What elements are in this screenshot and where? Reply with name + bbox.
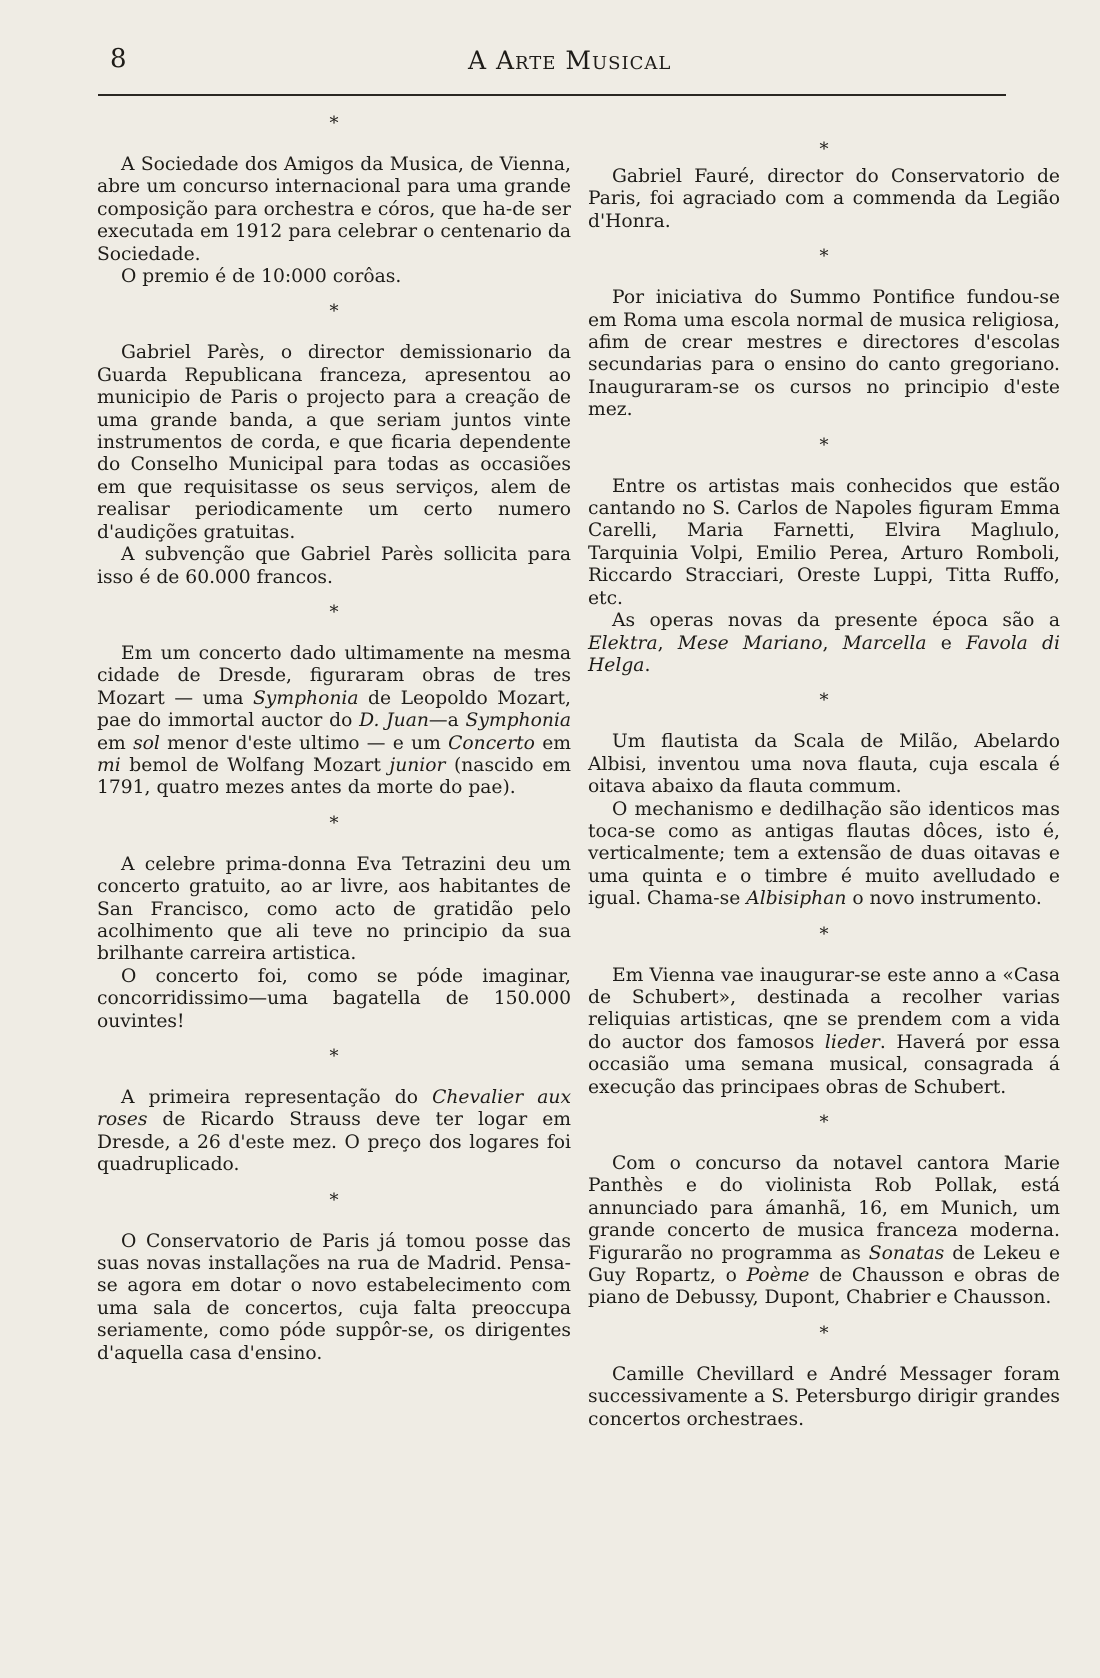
section-separator-star: *: [329, 812, 339, 834]
paragraph: A subvenção que Gabriel Parès sollicita para isso é de 60.000 francos.: [97, 544, 571, 588]
paragraph: Gabriel Parès, o director demissionario da Guarda Republicana franceza, apresentou ao municipio de Paris o projecto para a creação de uma grande banda, a que seriam juntos vinte instrumentos de corda, e que ficaria dependente do Conselho Municipal para todas as occasiões em que requisitasse os seus serviços, alem de realisar periodicamente um certo numero d'audições gratuitas.: [97, 342, 571, 543]
paragraph: O Conservatorio de Paris já tomou posse das suas novas installações na rua de Madrid. Pensa-se agora em dotar o novo estabelecimento com uma sala de concertos, cuja falta preoccupa seriamente, como póde suppôr-se, os dirigentes d'aquella casa d'ensino.: [97, 1230, 571, 1364]
section-separator-star: *: [819, 434, 829, 456]
news-item: [97, 112, 571, 288]
section-separator-star: *: [329, 1189, 339, 1211]
text: de Lekeu e Guy Ropartz, o: [588, 1242, 1060, 1287]
section-separator-star: *: [329, 1046, 339, 1067]
news-item: [97, 300, 571, 588]
paragraph: [588, 799, 1060, 911]
text: bemol de Wolfang Mozart: [120, 754, 390, 776]
news-item: [97, 812, 571, 1033]
key-name: mi: [97, 754, 121, 776]
section-separator-star: *: [329, 113, 339, 134]
news-item: [588, 1111, 1060, 1310]
text: o novo instrumento.: [846, 888, 1042, 910]
text: Em um concerto dado ultimamente na mesma cidade de Dresde, figuraram obras de tres Mozart — uma: [97, 642, 571, 709]
section-separator-star: *: [819, 246, 829, 268]
news-item: [588, 434, 1060, 678]
text: (nascido em 1791, quatro mezes antes da morte do pae).: [97, 754, 571, 799]
news-item: [97, 601, 571, 800]
left-column: [97, 112, 571, 1377]
paragraph: A Sociedade dos Amigos da Musica, de Vienna, abre um concurso internacional para uma grande composição para orchestra e córos, que ha-de ser executada em 1912 para celebrar o centenario da Sociedade.: [97, 154, 571, 265]
text: em: [534, 732, 571, 754]
opera-title: Mese Mariano: [677, 632, 823, 654]
news-item: [588, 689, 1060, 910]
section-separator-star: *: [819, 690, 829, 712]
paragraph: Entre os artistas mais conhecidos que estão cantando no S. Carlos de Napoles figuram Emma Carelli, Maria Farnetti, Elvira Maglıulo, Tarquinia Volpi, Emilio Perea, Arturo Romboli, Riccardo Stracciari, Oreste Luppi, Titta Ruffo, etc.: [588, 475, 1060, 609]
section-separator-star: *: [329, 601, 339, 623]
work-title: Poème: [746, 1265, 810, 1287]
opera-title: Elektra: [588, 632, 658, 654]
section-separator-star: *: [819, 1322, 829, 1344]
text: . Haverá por essa occasião uma semana musical, consagrada á execução das principaes obras de Schubert.: [588, 1031, 1061, 1098]
paragraph: O premio é de 10:000 corôas.: [121, 266, 402, 288]
text: em: [97, 732, 134, 754]
section-separator-star: *: [819, 923, 829, 945]
paragraph: [588, 610, 1060, 677]
text: —a: [428, 710, 466, 732]
work-title: Symphonia: [253, 687, 359, 709]
key-name: sol: [133, 732, 160, 754]
text: As operas novas da presente época são a: [612, 610, 1060, 632]
paragraph: Camille Chevillard e André Messager foram successivamente a S. Petersburgo dirigir grandes concertos orchestraes.: [588, 1363, 1060, 1430]
page-number: 8: [110, 44, 127, 74]
text: e: [926, 632, 967, 654]
news-item: [588, 138, 1060, 233]
news-item: [588, 923, 1060, 1099]
text: de Leopoldo Mozart, pae do immortal auctor do: [97, 687, 571, 732]
paragraph: O concerto foi, como se póde imaginar, concorridissimo—uma bagatella de 150.000 ouvintes!: [97, 965, 571, 1032]
section-separator-star: *: [819, 139, 829, 160]
paragraph: Gabriel Fauré, director do Conservatorio de Paris, foi agraciado com a commenda da Legião d'Honra.: [588, 166, 1060, 232]
work-title: Concerto: [448, 732, 535, 754]
paragraph: Por iniciativa do Summo Pontifice fundou-se em Roma uma escola normal de musica religiosa, afim de crear mestres e directores d'escolas secundarias para o ensino do canto gregoriano. Inauguraram-se os cursos no principio d'este mez.: [588, 287, 1060, 421]
work-title: Sonatas: [868, 1242, 945, 1264]
right-column: [588, 138, 1060, 1443]
text: O mechanismo e dedilhação são identicos mas toca-se como as antigas flautas dôces, isto é, verticalmente; tem a extensão de duas oitavas e uma quinta e o timbre é muito avelludado e igual. Chama-se: [588, 798, 1060, 910]
text: ,: [822, 632, 843, 654]
text: Em Vienna vae inaugurar-se este anno a «Casa de Schubert», destinada a recolher varias reliquias artisticas, qne se prendem com a vida do auctor dos famosos: [588, 964, 1060, 1053]
work-title: D. Juan: [359, 710, 429, 732]
section-separator-star: *: [329, 301, 339, 323]
text: menor d'este ultimo — e um: [159, 732, 449, 754]
paragraph: A celebre prima-donna Eva Tetrazini deu um concerto gratuito, ao ar livre, aos habitantes de San Francisco, como acto de gratidão pelo acolhimento que ali teve no principio da sua brilhante carreira artistica.: [97, 853, 571, 965]
news-item: [97, 1189, 571, 1365]
text: ,: [657, 632, 678, 654]
text: de Ricardo Strauss deve ter logar em Dresde, a 26 d'este mez. O preço dos logares foi quadruplicado.: [97, 1109, 571, 1176]
news-item: [588, 245, 1060, 421]
work-title: Symphonia: [465, 710, 571, 732]
section-separator-star: *: [819, 1112, 829, 1133]
opera-title: Favola di Helga: [588, 632, 1060, 676]
text: Com o concurso da notavel cantora Marie Panthès e do violinista Rob Pollak, está annunciado para ámanhã, 16, em Munich, um grande concerto de musica franceza moderna. Figurarão no programma as: [588, 1153, 1060, 1264]
paragraph: [588, 1153, 1060, 1310]
text-italic: lieder: [824, 1031, 880, 1053]
header-rule: [98, 94, 1006, 96]
page-header: [98, 44, 998, 76]
work-title: Chevalier aux roses: [97, 1087, 571, 1131]
text: .: [644, 654, 651, 676]
text-italic: junior: [389, 754, 446, 776]
news-item: [97, 1045, 571, 1177]
paragraph: [97, 1087, 571, 1177]
news-item: [588, 1322, 1060, 1431]
instrument-name: Albisiphan: [746, 888, 847, 910]
paragraph: Um flautista da Scala de Milão, Abelardo Albisi, inventou uma nova flauta, cuja escala é oitava abaixo da flauta commum.: [588, 731, 1060, 798]
paragraph: [588, 965, 1060, 1099]
running-title: A Arte Musical: [468, 46, 672, 75]
opera-title: Marcella: [842, 632, 927, 654]
text: de Chausson e obras de piano de Debussy, Dupont, Chabrier e Chausson.: [588, 1265, 1060, 1309]
paragraph: [97, 643, 571, 800]
text: A primeira representação do: [121, 1087, 433, 1108]
